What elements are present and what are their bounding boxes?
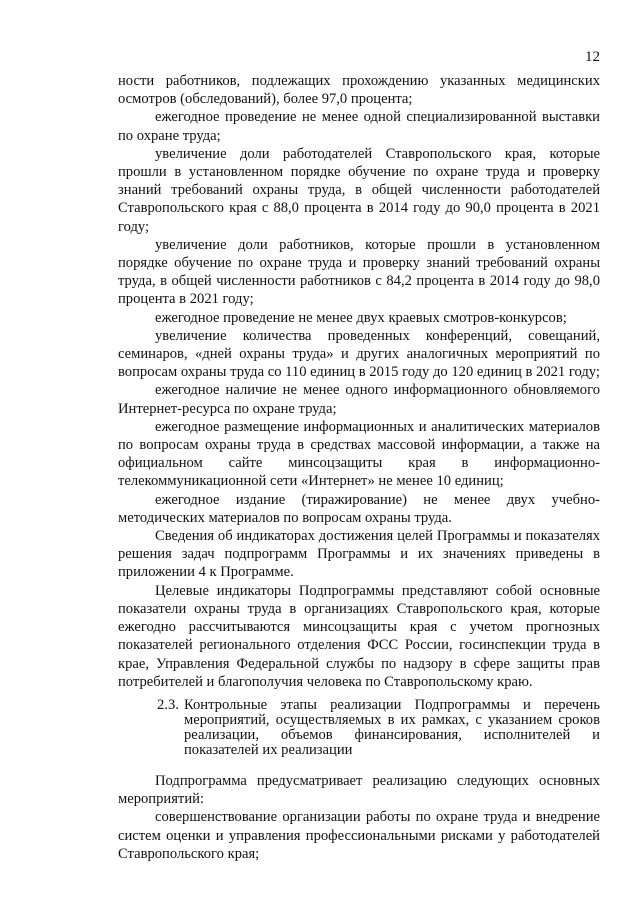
paragraph: ежегодное проведение не менее одной специализированной выставки по охране труда;: [118, 109, 600, 144]
section-title: Контрольные этапы реализации Подпрограммы и перечень мероприятий, осуществляемых в их рамках, с указанием сроков реализации, объемов финансирования, исполнителей и показателей их реализации: [184, 697, 600, 758]
paragraph: ежегодное проведение не менее двух краевых смотров-конкурсов;: [155, 309, 567, 326]
paragraph: увеличение доли работников, которые прошли в установленном порядке обучение по охране труда и проверку знаний требований охраны труда, в общей численности работников с 84,2 процента в 2014 году до 98,0 процента в 2021 году;: [118, 236, 600, 308]
section-number: 2.3.: [157, 697, 179, 713]
paragraph: ежегодное издание (тиражирование) не менее двух учебно-методических материалов по вопросам охраны труда.: [118, 491, 600, 526]
paragraph: Подпрограмма предусматривает реализацию следующих основных мероприятий:: [118, 773, 600, 808]
page-number: 12: [585, 49, 600, 65]
paragraph: увеличение количества проведенных конференций, совещаний, семинаров, «дней охраны труда» и других аналогичных мероприятий по вопросам охраны труда со 110 единиц в 2015 году до 120 единиц в 2021 году;: [118, 327, 600, 381]
paragraph: ности работников, подлежащих прохождению указанных медицинских осмотров (обследований), более 97,0 процента;: [118, 73, 600, 108]
body-text: [118, 72, 600, 691]
paragraph: ежегодное размещение информационных и аналитических материалов по вопросам охраны труда в средствах массовой информации, а также на официальном сайте минсоцзащиты края в информационно-телекоммуникационной сети «Интернет» не менее 10 единиц;: [118, 418, 600, 490]
lower-body-text: [118, 772, 600, 863]
paragraph: увеличение доли работодателей Ставропольского края, которые прошли в установленном порядке обучение по охране труда и проверку знаний требований охраны труда, в общей численности работодателей Ставропольского края с 88,0 процента в 2014 году до 90,0 процента в 2021 году;: [118, 145, 600, 235]
paragraph: Сведения об индикаторах достижения целей Программы и показателях решения задач подпрограмм Программы и их значениях приведены в приложении 4 к Программе.: [118, 528, 600, 581]
paragraph: Целевые индикаторы Подпрограммы представляют собой основные показатели охраны труда в организациях Ставропольского края, которые ежегодно рассчитываются минсоцзащиты края с учетом прогнозных показателей регионального отделения ФСС России, госинспекции труда в крае, Управления Федеральной службы по надзору в сфере защиты прав потребителей и благополучия человека по Ставропольскому краю.: [118, 582, 600, 690]
section-heading: [157, 698, 600, 758]
paragraph: ежегодное наличие не менее одного информационного обновляемого Интернет-ресурса по охране труда;: [118, 382, 600, 417]
paragraph: совершенствование организации работы по охране труда и внедрение систем оценки и управления профессиональными рисками у работодателей Ставропольского края;: [118, 809, 600, 862]
